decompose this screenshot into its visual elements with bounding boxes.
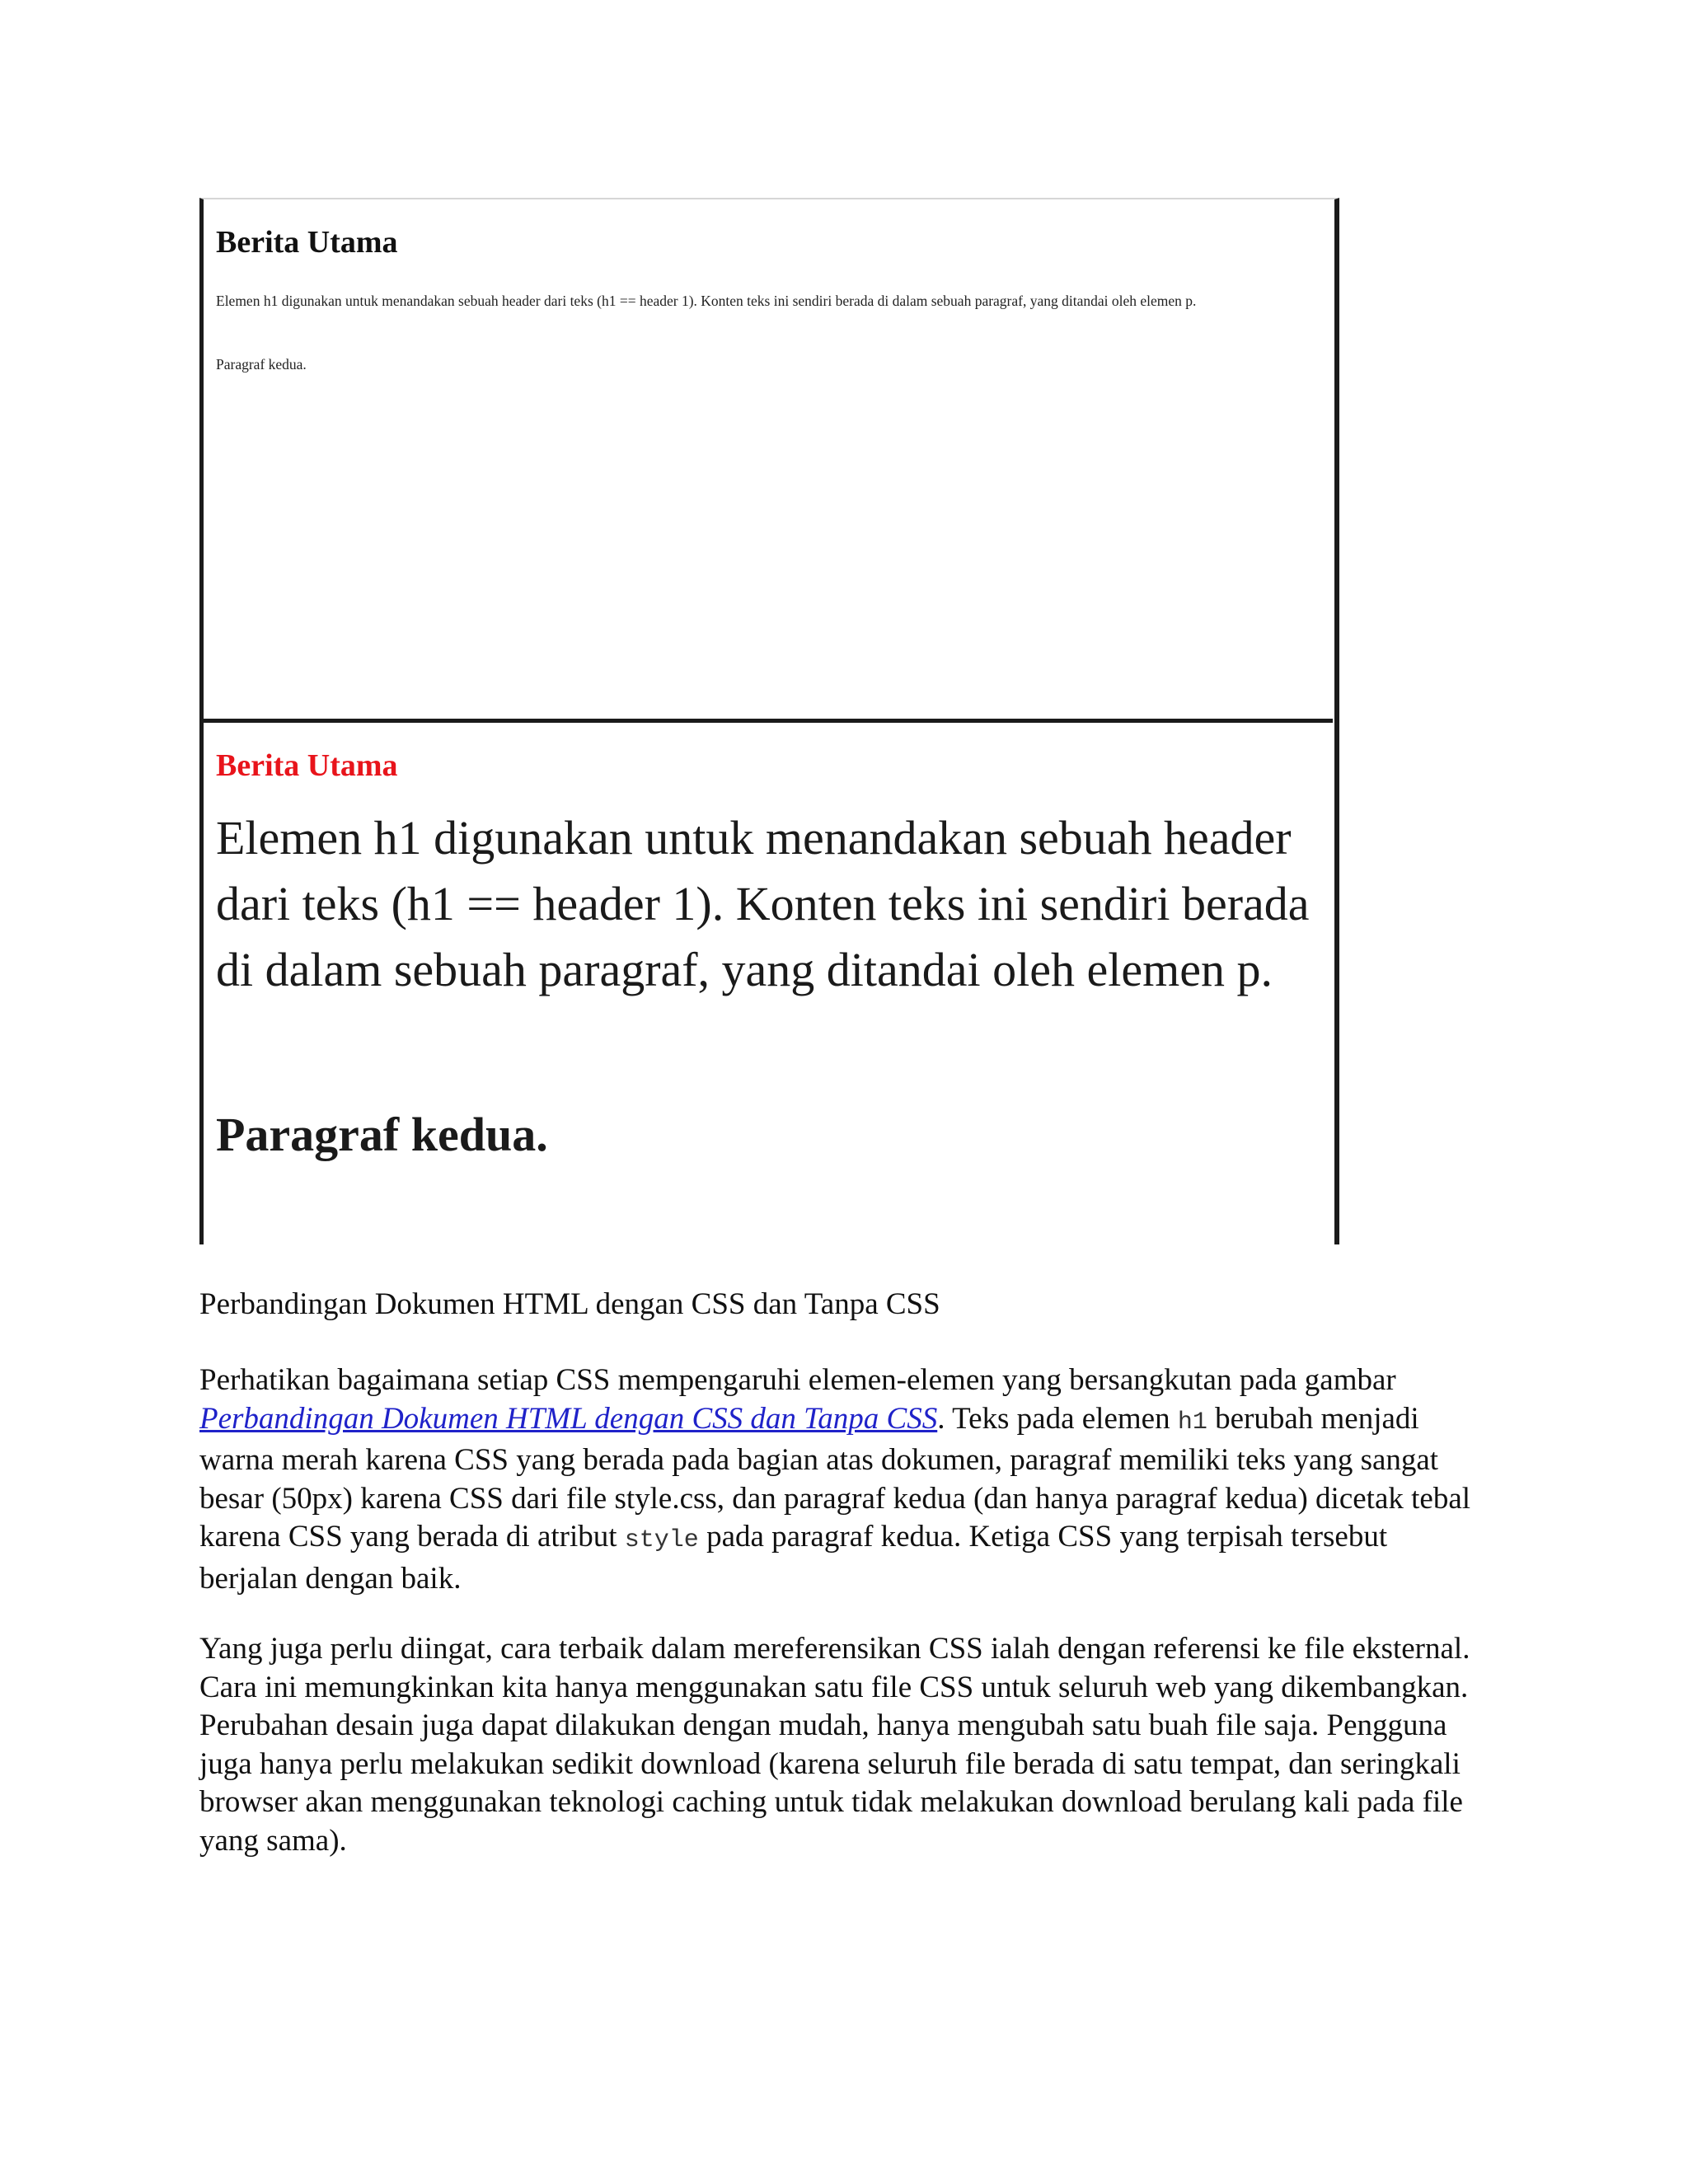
panel-without-css xyxy=(204,199,1334,719)
paragraph-text: pada paragraf kedua. Ketiga CSS yang terpisah tersebut berjalan dengan baik. xyxy=(199,1520,1388,1596)
styled-heading: Berita Utama xyxy=(216,748,398,783)
paragraph-css-effects xyxy=(199,1361,1485,1598)
plain-paragraph-2: Paragraf kedua. xyxy=(216,356,307,373)
comparison-figure xyxy=(199,198,1339,1244)
inline-code-style: style xyxy=(624,1526,699,1554)
styled-paragraph-1: Elemen h1 digunakan untuk menandakan sebuah header dari teks (h1 == header 1). Konten teks ini sendiri berada di dalam sebuah paragraf, yang ditandai oleh elemen p. xyxy=(216,811,1310,996)
paragraph-text: . Teks pada elemen xyxy=(937,1401,1178,1436)
figure-caption: Perbandingan Dokumen HTML dengan CSS dan Tanpa CSS xyxy=(199,1287,940,1321)
paragraph-text: berubah menjadi warna merah karena CSS yang berada pada bagian atas dokumen, paragraf memiliki teks yang sangat besar (50px) karena CSS dari file style.css, dan paragraf kedua (dan hanya paragraf kedua) dicetak tebal karena CSS yang berada di atribut xyxy=(199,1401,1471,1554)
styled-paragraph-2: Paragraf kedua. xyxy=(216,1108,548,1161)
panel-with-css xyxy=(204,723,1334,1242)
plain-paragraph-1: Elemen h1 digunakan untuk menandakan sebuah header dari teks (h1 == header 1). Konten teks ini sendiri berada di dalam sebuah paragraf, yang ditandai oleh elemen p. xyxy=(216,293,1197,309)
paragraph-text: Perhatikan bagaimana setiap CSS mempengaruhi elemen-elemen yang bersangkutan pada gambar xyxy=(199,1363,1396,1397)
plain-heading: Berita Utama xyxy=(216,225,398,260)
paragraph-external-css: Yang juga perlu diingat, cara terbaik dalam mereferensikan CSS ialah dengan referensi ke file eksternal. Cara ini memungkinkan kita hanya menggunakan satu file CSS untuk seluruh web yang dikembangkan. Perubahan desain juga dapat dilakukan dengan mudah, hanya mengubah satu buah file saja. Pengguna juga hanya perlu melakukan sedikit download (karena seluruh file berada di satu tempat, dan seringkali browser akan menggunakan teknologi caching untuk tidak melakukan download berulang kali pada file yang sama). xyxy=(199,1632,1470,1858)
figure-link[interactable]: Perbandingan Dokumen HTML dengan CSS dan Tanpa CSS xyxy=(199,1401,938,1436)
inline-code-h1: h1 xyxy=(1177,1408,1207,1436)
